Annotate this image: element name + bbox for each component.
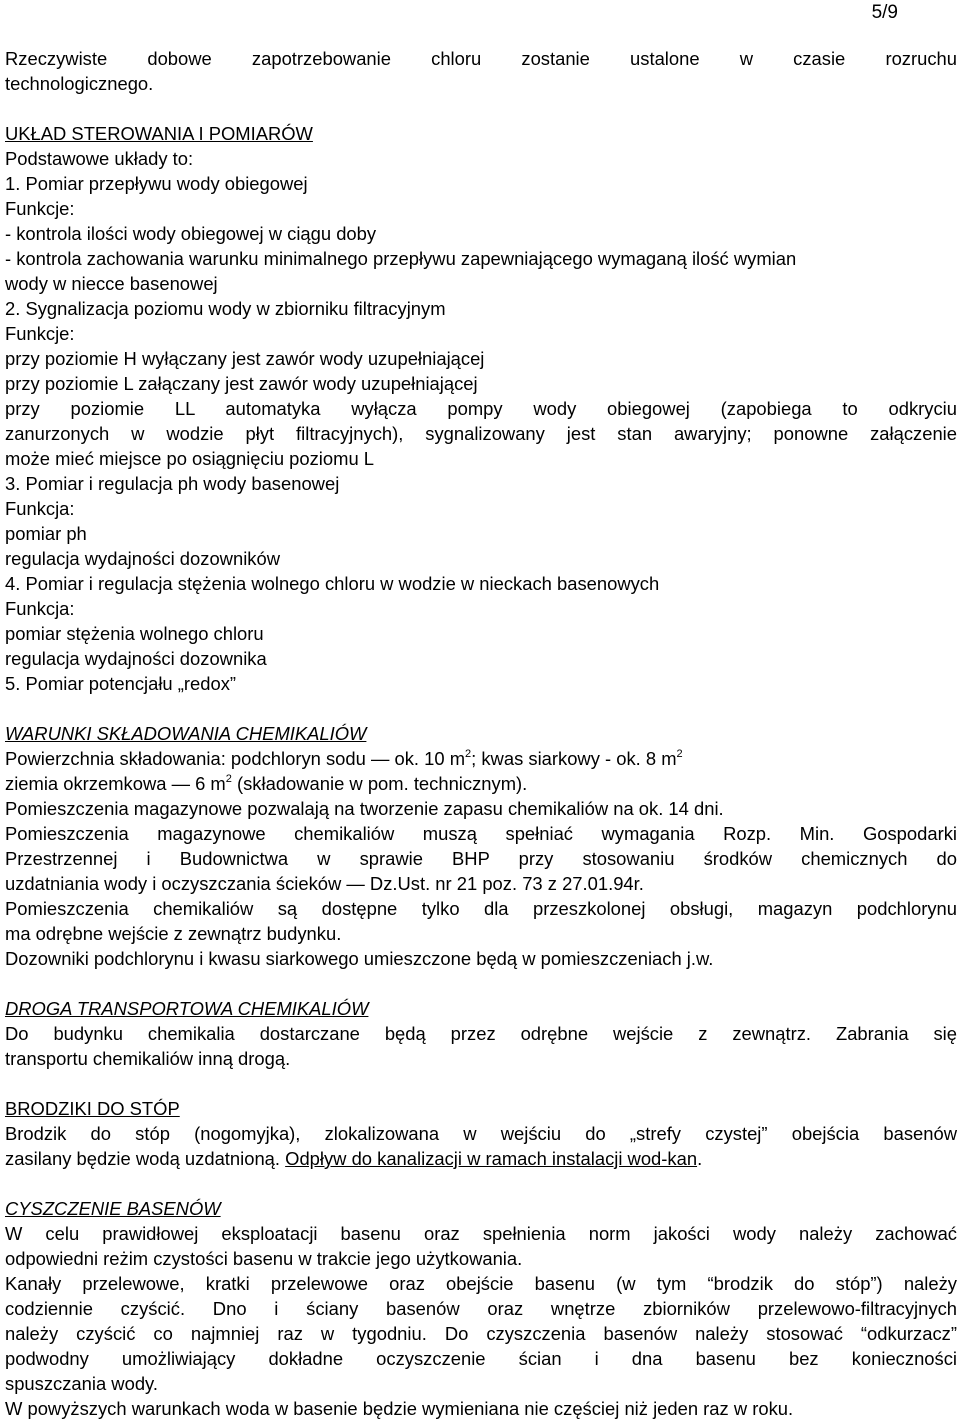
storage-paragraph: Przestrzennej i Budownictwa w sprawie BHP przy stosowaniu środków chemicznych do <box>5 848 957 869</box>
storage-area-line: ziemia okrzemkowa — 6 $m^2$ (składowanie w pom. technicznym). <box>5 773 528 794</box>
item-line: zanurzonych w wodzie płyt filtracyjnych), sygnalizowany jest stan awaryjny; ponowne załączenie <box>5 423 957 444</box>
item-title: 4. Pomiar i regulacja stężenia wolnego chloru w wodzie w nieckach basenowych <box>5 573 660 594</box>
item-title: 3. Pomiar i regulacja ph wody basenowej <box>5 473 340 494</box>
control-subheading: Podstawowe układy to: <box>5 148 194 169</box>
footbath-underlined-note: Odpływ do kanalizacji w ramach instalacji wod-kan <box>285 1148 698 1169</box>
item-line: pomiar stężenia wolnego chloru <box>5 623 264 644</box>
item-line: regulacja wydajności dozowników <box>5 548 280 569</box>
cleaning-paragraph: codziennie czyścić. Dno i ściany basenów oraz wnętrze zbiorników przelewowo-filtracyjnych <box>5 1298 957 1319</box>
item-title: 2. Sygnalizacja poziomu wody w zbiorniku filtracyjnym <box>5 298 446 319</box>
storage-paragraph: Pomieszczenia chemikaliów są dostępne tylko dla przeszkolonej obsługi, magazyn podchlorynu <box>5 898 957 919</box>
cleaning-paragraph: odpowiedni reżim czystości basenu w trakcie jego użytkowania. <box>5 1248 523 1269</box>
item-line: wody w niecce basenowej <box>5 273 218 294</box>
item-title: 1. Pomiar przepływu wody obiegowej <box>5 173 308 194</box>
footbath-paragraph: Brodzik do stóp (nogomyjka), zlokalizowana w wejściu do „strefy czystej” obejścia basenów <box>5 1123 957 1144</box>
cleaning-paragraph: W celu prawidłowej eksploatacji basenu oraz spełnienia norm jakości wody należy zachować <box>5 1223 957 1244</box>
cleaning-paragraph: należy czyścić co najmniej raz w tygodniu. Do czyszczenia basenów należy stosować “odkurzacz” <box>5 1323 957 1344</box>
storage-paragraph: uzdatniania wody i oczyszczania ścieków — Dz.Ust. nr 21 poz. 73 z 27.01.94r. <box>5 873 644 894</box>
cleaning-paragraph: Kanały przelewowe, kratki przelewowe oraz obejście basenu (w tym “brodzik do stóp”) należy <box>5 1273 957 1294</box>
item-line: regulacja wydajności dozownika <box>5 648 267 669</box>
section-heading-cleaning: CYSZCZENIE BASENÓW <box>5 1198 221 1219</box>
transport-paragraph: transportu chemikaliów inną drogą. <box>5 1048 291 1069</box>
item-label: Funkcja: <box>5 598 75 619</box>
storage-paragraph: Dozowniki podchlorynu i kwasu siarkowego umieszczone będą w pomieszczeniach j.w. <box>5 948 714 969</box>
document-body <box>5 46 957 1421</box>
item-line: przy poziomie LL automatyka wyłącza pompy wody obiegowej (zapobiega to odkryciu <box>5 398 957 419</box>
storage-paragraph: ma odrębne wejście z zewnątrz budynku. <box>5 923 342 944</box>
item-label: Funkcja: <box>5 498 75 519</box>
section-heading-control: UKŁAD STEROWANIA I POMIARÓW <box>5 123 313 144</box>
item-line: pomiar ph <box>5 523 87 544</box>
item-line: może mieć miejsce po osiągnięciu poziomu L <box>5 448 375 469</box>
section-heading-footbath: BRODZIKI DO STÓP <box>5 1098 180 1119</box>
storage-paragraph: Pomieszczenia magazynowe chemikaliów muszą spełniać wymagania Rozp. Min. Gospodarki <box>5 823 957 844</box>
item-line: przy poziomie L załączany jest zawór wody uzupełniającej <box>5 373 478 394</box>
item-line: - kontrola zachowania warunku minimalnego przepływu zapewniającego wymaganą ilość wymian <box>5 248 797 269</box>
item-line: - kontrola ilości wody obiegowej w ciągu doby <box>5 223 377 244</box>
intro-line: Rzeczywiste dobowe zapotrzebowanie chloru zostanie ustalone w czasie rozruchu <box>5 48 957 69</box>
page-number: 5/9 <box>871 2 898 23</box>
item-label: Funkcje: <box>5 198 75 219</box>
intro-line: technologicznego. <box>5 73 154 94</box>
transport-paragraph: Do budynku chemikalia dostarczane będą przez odrębne wejście z zewnątrz. Zabrania się <box>5 1023 957 1044</box>
section-heading-transport: DROGA TRANSPORTOWA CHEMIKALIÓW <box>5 998 369 1019</box>
item-line: przy poziomie H wyłączany jest zawór wody uzupełniającej <box>5 348 485 369</box>
section-heading-storage: WARUNKI SKŁADOWANIA CHEMIKALIÓW <box>5 723 367 744</box>
item-title: 5. Pomiar potencjału „redox” <box>5 673 237 694</box>
footbath-paragraph: zasilany będzie wodą uzdatnioną. Odpływ do kanalizacji w ramach instalacji wod-kan. <box>5 1148 703 1169</box>
storage-area-line: Powierzchnia składowania: podchloryn sodu — ok. 10 $m^2$; kwas siarkowy - ok. 8 $m^2$ <box>5 748 683 769</box>
item-label: Funkcje: <box>5 323 75 344</box>
cleaning-paragraph: podwodny umożliwiający dokładne oczyszczenie ścian i dna basenu bez konieczności <box>5 1348 957 1369</box>
cleaning-paragraph: spuszczania wody. <box>5 1373 158 1394</box>
storage-paragraph: Pomieszczenia magazynowe pozwalają na tworzenie zapasu chemikaliów na ok. 14 dni. <box>5 798 724 819</box>
cleaning-paragraph: W powyższych warunkach woda w basenie będzie wymieniana nie częściej niż jeden raz w roku. <box>5 1398 794 1419</box>
